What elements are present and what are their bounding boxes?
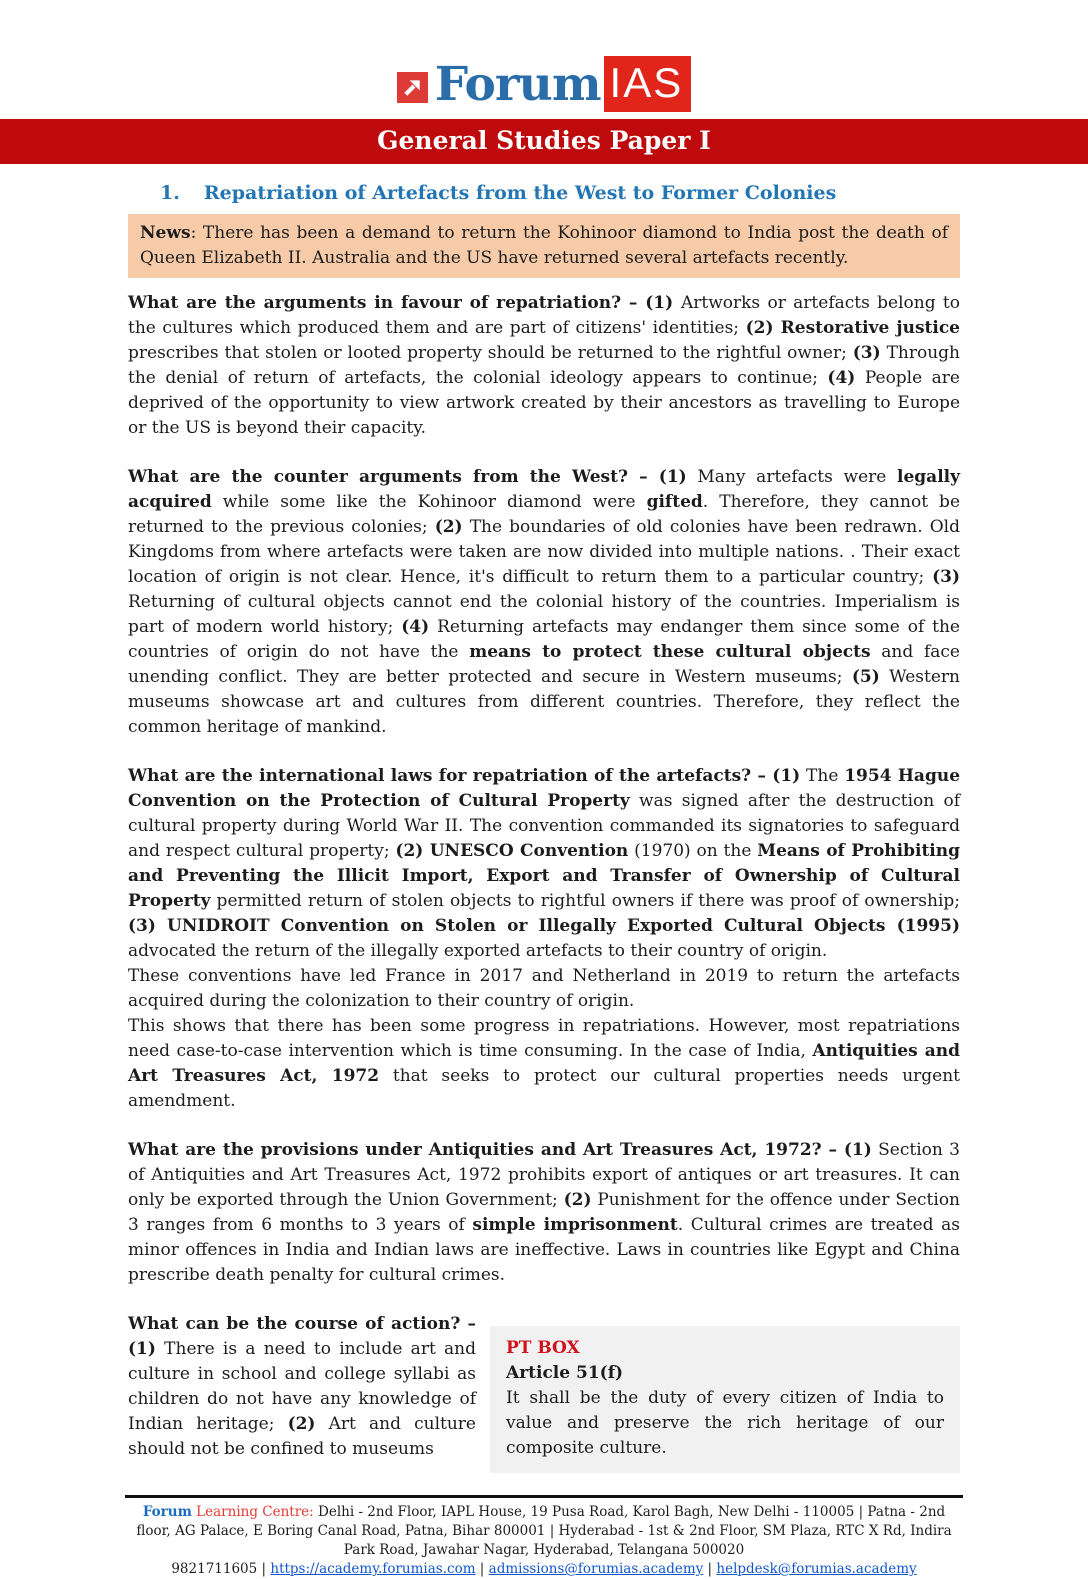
text-run: What are the counter arguments from the West? – (1) bbox=[128, 467, 687, 487]
text-run: (3) UNIDROIT Convention on Stolen or Illegally Exported Cultural Objects (1995) bbox=[128, 916, 960, 936]
text-run: (3) bbox=[932, 567, 960, 587]
text-run: Forum bbox=[142, 1504, 192, 1520]
pt-box-text: It shall be the duty of every citizen of India to value and preserve the rich heritage of our composite culture. bbox=[506, 1388, 944, 1458]
text-run: Section 3 of Antiquities and Art Treasures Act, 1972 prohibits export of antiques or art treasures. It can only be exported through the Union Government; bbox=[128, 1140, 960, 1210]
text-run: The bbox=[800, 766, 845, 786]
text-run: (1970) on the bbox=[628, 841, 758, 861]
text-run: What are the international laws for repatriation of the artefacts? – (1) bbox=[128, 766, 801, 786]
text-run: This shows that there has been some progress in repatriations. However, most repatriations need case-to-case intervention which is time consuming. In the case of India, bbox=[128, 1016, 960, 1061]
forumias-logo bbox=[397, 56, 692, 112]
text-run: that seeks to protect our cultural properties needs urgent amendment. bbox=[128, 1066, 961, 1111]
text-run: was signed after the destruction of cultural property during World War II. The convention commanded its signatories to safeguard and respect cultural property; bbox=[128, 791, 960, 861]
article-title-text: Repatriation of Artefacts from the West to Former Colonies bbox=[203, 182, 837, 204]
text-run: legally acquired bbox=[128, 467, 960, 512]
text-run: Learning Centre: bbox=[191, 1504, 314, 1520]
text-run: | bbox=[475, 1561, 489, 1577]
article-number: 1. bbox=[160, 182, 180, 204]
text-run: These conventions have led France in 2017 and Netherland in 2019 to return the artefacts acquired during the colonization to their country of origin. bbox=[128, 966, 960, 1011]
header bbox=[0, 0, 1088, 112]
footer-link-helpdesk[interactable]: helpdesk@forumias.academy bbox=[716, 1561, 917, 1577]
logo-text-ias: IAS bbox=[604, 56, 692, 112]
text-run: simple imprisonment bbox=[472, 1215, 678, 1235]
text-run: (2) bbox=[434, 517, 463, 537]
text-run: (3) bbox=[852, 343, 881, 363]
text-run: (4) bbox=[827, 368, 856, 388]
footer-address bbox=[125, 1503, 963, 1560]
text-run: (5) bbox=[851, 667, 880, 687]
banner-title: General Studies Paper I bbox=[377, 126, 711, 155]
text-run: What can be the course of action? – (1) bbox=[128, 1314, 476, 1359]
text-run: Means of Prohibiting and Preventing the Illicit Import, Export and Transfer of Ownership of Cultural Property bbox=[128, 841, 961, 911]
text-run: and face unending conflict. They are better protected and secure in Western museums; bbox=[128, 642, 960, 687]
text-run: 1954 Hague Convention on the Protection of Cultural Property bbox=[128, 766, 961, 811]
paragraph-progress-note bbox=[128, 1014, 960, 1114]
paragraph-international-laws bbox=[128, 764, 960, 964]
news-box bbox=[128, 214, 960, 278]
text-run: Returning of cultural objects cannot end the colonial history of the countries. Imperialism is part of modern world history; bbox=[128, 592, 960, 637]
footer-link-website[interactable]: https://academy.forumias.com bbox=[270, 1561, 476, 1577]
text-run: Punishment for the offence under Section 3 ranges from 6 months to 3 years of bbox=[128, 1190, 961, 1235]
text-run: advocated the return of the illegally exported artefacts to their country of origin. bbox=[128, 941, 828, 961]
text-run: Artworks or artefacts belong to the cultures which produced them and are part of citizens' identities; bbox=[128, 293, 960, 338]
text-run: (2) UNESCO Convention bbox=[395, 841, 629, 861]
text-run: permitted return of stolen objects to rightful owners if there was proof of ownership; bbox=[210, 891, 960, 911]
text-run: . Cultural crimes are treated as minor offences in India and Indian laws are ineffective. Laws in countries like Egypt and China prescribe death penalty for cultural crimes. bbox=[128, 1215, 960, 1285]
footer-contacts bbox=[125, 1560, 963, 1579]
text-run: while some like the Kohinoor diamond were bbox=[211, 492, 647, 512]
paragraph-counter-arguments bbox=[128, 465, 960, 740]
text-run: Art and culture should not be confined to museums bbox=[128, 1414, 476, 1459]
text-run: . Therefore, they cannot be returned to the previous colonies; bbox=[128, 492, 961, 537]
paragraph-provisions bbox=[128, 1138, 960, 1288]
paragraph-course-of-action bbox=[128, 1312, 476, 1462]
text-run: The boundaries of old colonies have been redrawn. Old Kingdoms from where artefacts were taken are now divided into multiple nations. . Their exact location of origin is not clear. Hence, it's difficult to return them to a particular country; bbox=[128, 517, 961, 587]
text-run: Through the denial of return of artefacts, the colonial ideology appears to continue; bbox=[128, 343, 960, 388]
text-run: (2) bbox=[287, 1414, 316, 1434]
text-run: gifted bbox=[646, 492, 703, 512]
text-run: : There has been a demand to return the Kohinoor diamond to India post the death of Queen Elizabeth II. Australia and the US have returned several artefacts recently. bbox=[140, 223, 948, 268]
pt-box-label: PT BOX bbox=[506, 1338, 580, 1358]
text-run: Returning artefacts may endanger them since some of the countries of origin do not have the bbox=[128, 617, 960, 662]
text-run: (4) bbox=[401, 617, 430, 637]
arrow-ne-icon bbox=[397, 72, 428, 103]
text-run: Many artefacts were bbox=[686, 467, 898, 487]
text-run: Antiquities and Art Treasures Act, 1972 bbox=[128, 1041, 960, 1086]
paragraph-conventions-result bbox=[128, 964, 960, 1014]
logo-text-forum: Forum bbox=[434, 56, 601, 112]
footer bbox=[125, 1495, 963, 1579]
article-content bbox=[128, 180, 960, 1473]
text-run: 9821711605 | bbox=[171, 1561, 271, 1577]
text-run: prescribes that stolen or looted property should be returned to the rightful owner; bbox=[128, 343, 853, 363]
text-run: People are deprived of the opportunity to view artwork created by their ancestors as travelling to Europe or the US is beyond their capacity. bbox=[128, 368, 960, 438]
text-run: What are the arguments in favour of repatriation? – (1) bbox=[128, 293, 681, 313]
text-run: There is a need to include art and culture in school and college syllabi as children do not have any knowledge of Indian heritage; bbox=[128, 1339, 476, 1434]
text-run: | bbox=[703, 1561, 717, 1577]
paragraph-arguments-favour bbox=[128, 291, 960, 441]
text-run: (2) Restorative justice bbox=[745, 318, 960, 338]
text-run: Western museums showcase art and cultures from different countries. Therefore, they reflect the common heritage of mankind. bbox=[128, 667, 960, 737]
paper-banner bbox=[0, 119, 1088, 164]
text-run: Delhi - 2nd Floor, IAPL House, 19 Pusa Road, Karol Bagh, New Delhi - 110005 | Patna - 2nd floor, AG Palace, E Boring Canal Road, Patna, Bihar 800001 | Hyderabad - 1st & 2nd Floor, SM Plaza, RTC X Rd, Indira Park Road, Jawahar Nagar, Hyderabad, Telangana 500020 bbox=[136, 1504, 952, 1558]
text-run: (2) bbox=[563, 1190, 592, 1210]
pt-box-article-title: Article 51(f) bbox=[506, 1363, 624, 1383]
bottom-section bbox=[128, 1312, 960, 1473]
text-run: News bbox=[140, 223, 191, 243]
text-run: What are the provisions under Antiquities and Art Treasures Act, 1972? – (1) bbox=[128, 1140, 872, 1160]
article-heading bbox=[128, 180, 960, 206]
text-run: means to protect these cultural objects bbox=[469, 642, 871, 662]
pt-box bbox=[490, 1326, 960, 1473]
footer-link-admissions[interactable]: admissions@forumias.academy bbox=[488, 1561, 704, 1577]
